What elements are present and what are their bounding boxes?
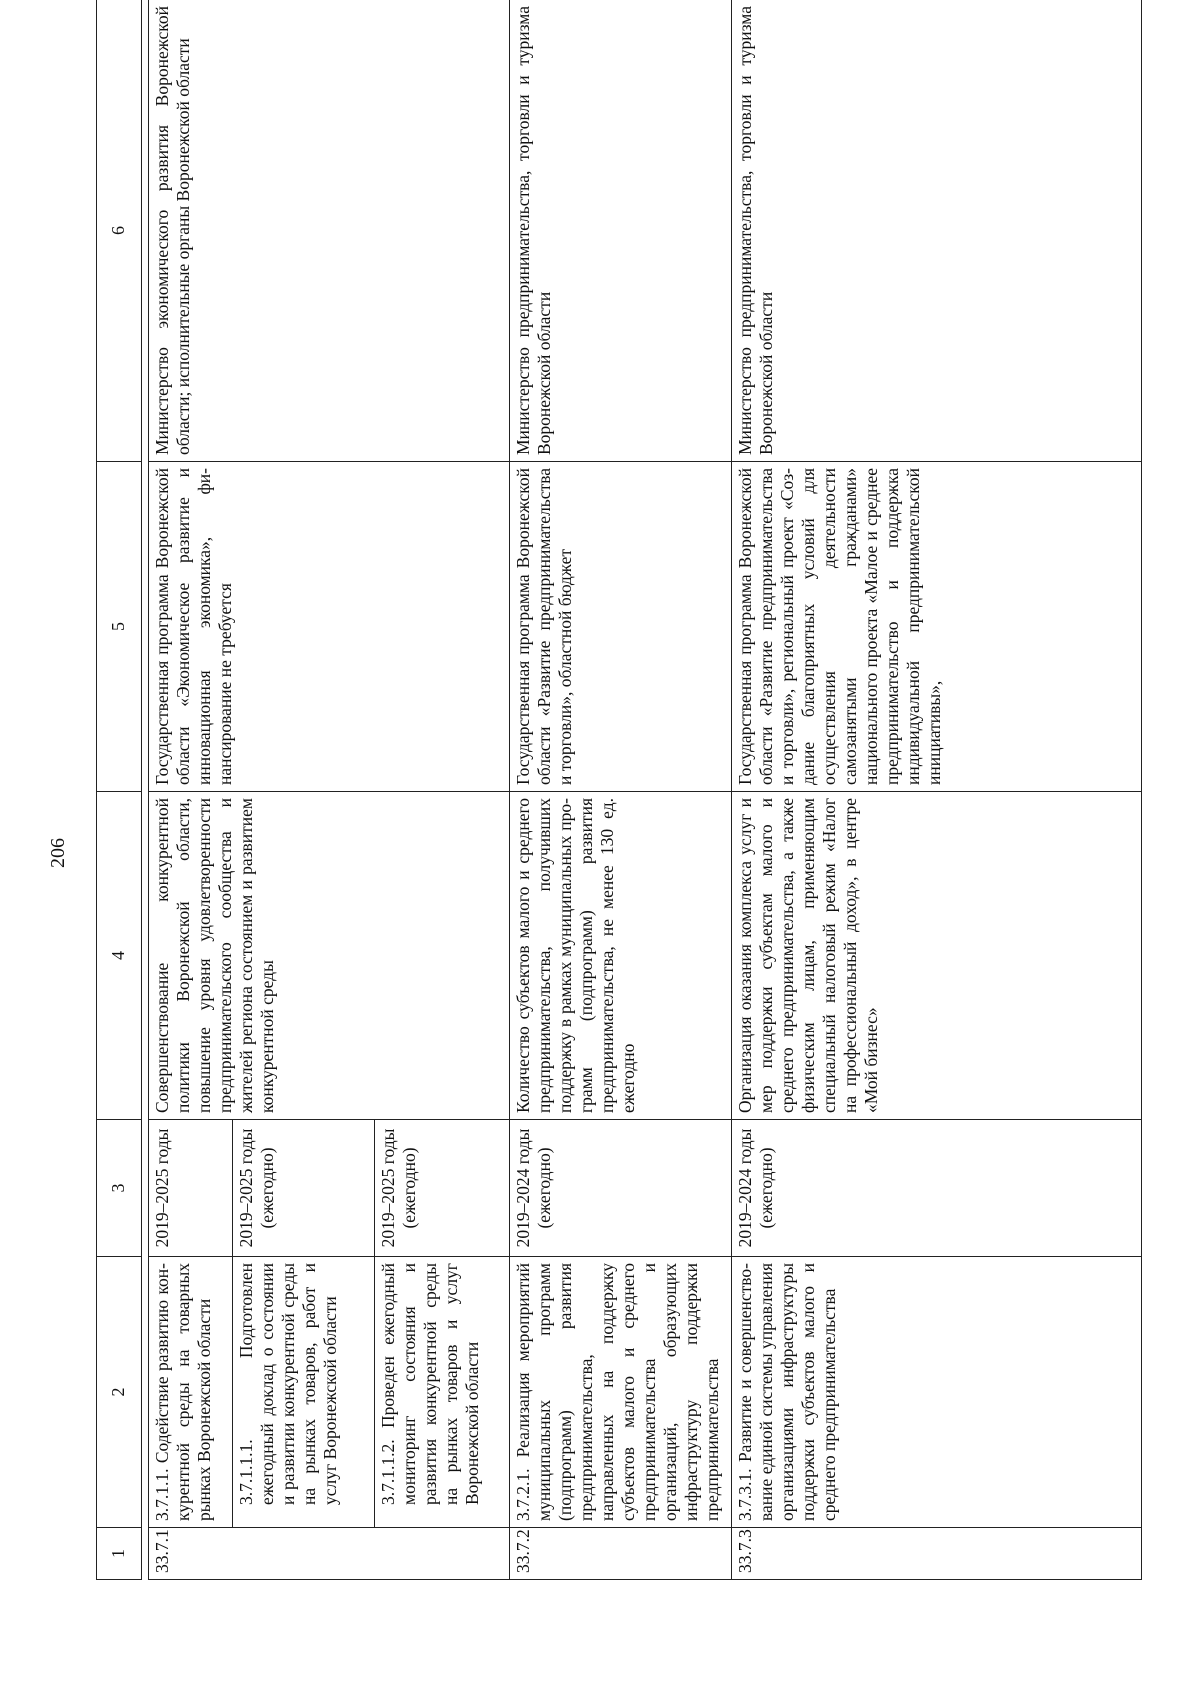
column-header: 1 bbox=[97, 1528, 142, 1580]
source-cell: Государственная программа Воронежской области «Развитие предпринимательства и торговли», областной бюджет bbox=[509, 462, 731, 792]
rotated-table-container bbox=[96, 0, 1142, 1580]
row-number: 33.7.1 bbox=[149, 1528, 510, 1580]
executor-cell: Министерство предпринимательства, торговли и туризма Воронежской области bbox=[509, 0, 731, 462]
result-cell: Организация оказания комплекса услуг и мер поддержки субъектам малого и среднего предпринимательства, а также физическим лицам, применяющим специальный налоговый режим «Налог на профессиональный доход», в центре «Мой бизнес» bbox=[732, 792, 1142, 1120]
result-cell: Количество субъектов малого и среднего предпринимательства, получивших поддержку в рамках муниципальных программ (подпрограмм) развития предпринимательства, не менее 130 ед. ежегодно bbox=[509, 792, 731, 1120]
result-cell: Совершенствование конкурентной политики Воронежской области, повышение уровня удовлетворенности предпринимательского сообщества и жителей региона состоянием и развитием конкурентной среды bbox=[149, 792, 510, 1120]
column-header: 4 bbox=[97, 792, 142, 1120]
period-cell: 2019–2024 годы (ежегодно) bbox=[732, 1120, 1142, 1257]
period-cell: 2019–2025 годы bbox=[149, 1120, 233, 1257]
event-cell: 3.7.2.1. Реализация мероприятий муниципальных программ (подпрограмм) развития предпринимательства, направленных на поддержку субъектов малого и среднего предпринимательства и организаций, образующих инфраструктуру поддержки предпринимательства bbox=[509, 1257, 731, 1528]
page-number: 206 bbox=[47, 838, 69, 868]
source-cell: Государственная программа Воронежской области «Развитие предпринимательства и торговли», региональный проект «Создание благоприятных условий для осуществления деятельности самозанятыми гражданами» национального проекта «Малое и среднее предпринимательство и поддержка индивидуальной предпринимательской инициативы», bbox=[732, 462, 1142, 792]
sub-event-cell: 3.7.1.1.2. Проведен ежегодный мониторинг состояния и развития конкурентной среды на рынках товаров и услуг Воронежской области bbox=[374, 1257, 509, 1528]
column-header: 2 bbox=[97, 1257, 142, 1528]
row-number: 33.7.3 bbox=[732, 1528, 1142, 1580]
column-header: 3 bbox=[97, 1120, 142, 1257]
period-cell: 2019–2025 годы (ежегодно) bbox=[374, 1120, 509, 1257]
event-cell: 3.7.1.1. Содействие развитию конкурентной среды на товарных рынках Воронежской области bbox=[149, 1257, 233, 1528]
period-cell: 2019–2024 годы (ежегодно) bbox=[509, 1120, 731, 1257]
executor-cell: Министерство предпринимательства, торговли и туризма Воронежской области bbox=[732, 0, 1142, 462]
event-cell: 3.7.3.1. Развитие и совершенствование единой системы управления организациями инфраструктуры поддержки субъектов малого и среднего предпринимательства bbox=[732, 1257, 1142, 1528]
row-number: 33.7.2 bbox=[509, 1528, 731, 1580]
table-row bbox=[509, 0, 731, 1580]
source-cell: Государственная программа Воронежской области «Экономическое развитие и инновационная экономика», финансирование не требуется bbox=[149, 462, 510, 792]
header-row bbox=[97, 0, 142, 1580]
column-header: 5 bbox=[97, 462, 142, 792]
sub-event-cell: 3.7.1.1.1. Подготовлен ежегодный доклад о состоянии и развитии конкурентной среды на рынках товаров, работ и услуг Воронежской области bbox=[233, 1257, 374, 1528]
header-gap-row bbox=[142, 0, 149, 1580]
table-row bbox=[732, 0, 1142, 1580]
column-header: 6 bbox=[97, 0, 142, 462]
table-row bbox=[149, 0, 233, 1580]
executor-cell: Министерство экономического развития Воронежской области; исполнительные органы Воронежской области bbox=[149, 0, 510, 462]
period-cell: 2019–2025 годы (ежегодно) bbox=[233, 1120, 374, 1257]
measures-table bbox=[96, 0, 1142, 1580]
